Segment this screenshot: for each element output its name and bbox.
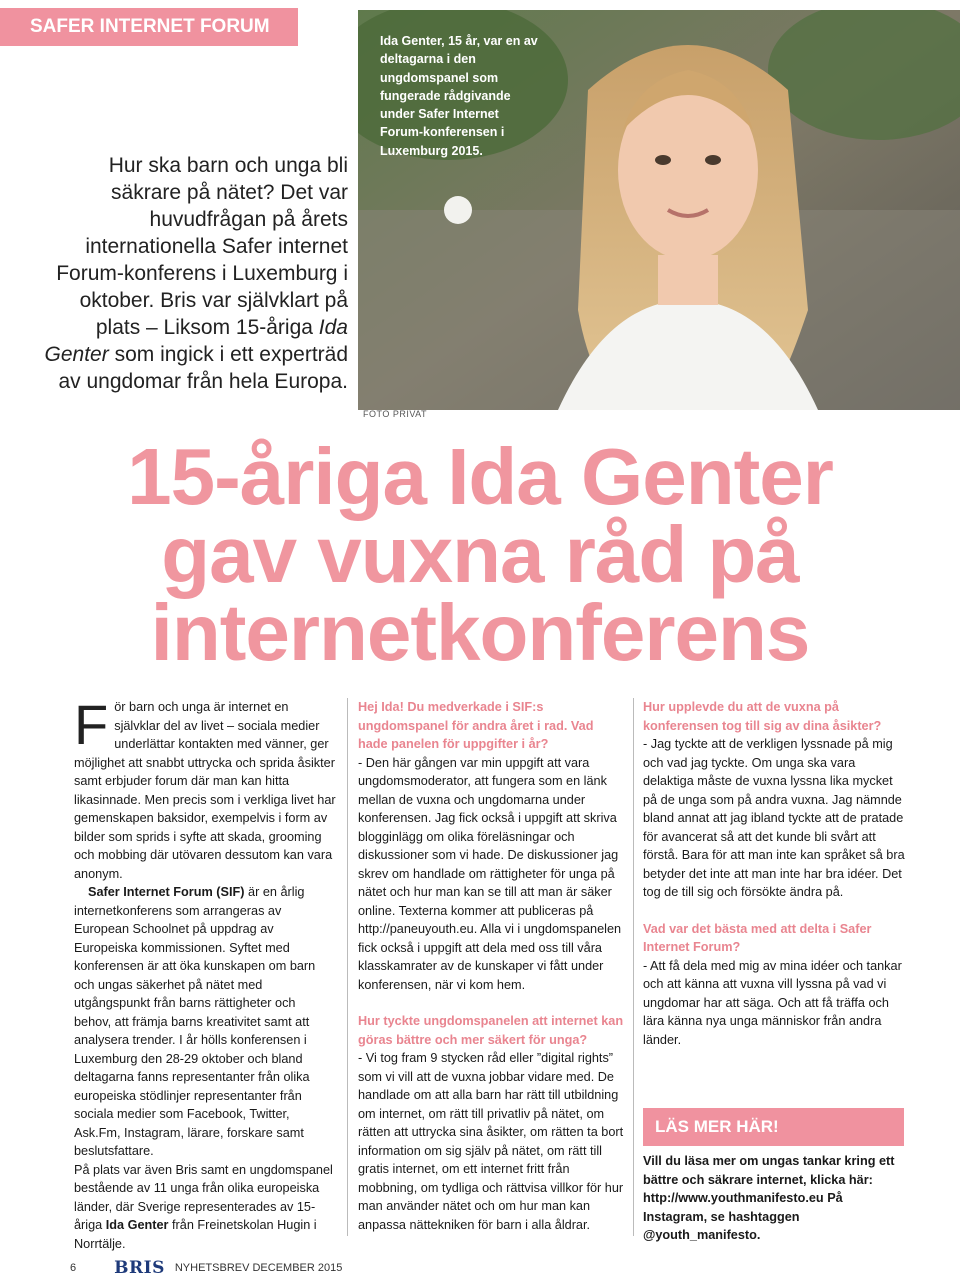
sif-bold: Safer Internet Forum (SIF) (88, 885, 245, 899)
read-more-banner: LÄS MER HÄR! (643, 1108, 904, 1146)
page-footer (70, 1258, 342, 1278)
question-1: Hej Ida! Du medverkade i SIF:s ungdomspanel för andra året i rad. Vad hade panelen för uppgifter i år? (358, 700, 594, 751)
intro-part2: som ingick i ett experträd av ungdomar från hela Europa. (58, 343, 348, 393)
question-4: Vad var det bästa med att delta i Safer Internet Forum? (643, 921, 872, 954)
paragraph-sif (74, 883, 336, 1161)
drop-cap: F (74, 693, 109, 756)
photo-credit: FOTO PRIVAT (363, 409, 428, 419)
question-2: Hur tyckte ungdomspanelen att internet kan göras bättre och mer säkert för unga? (358, 1014, 624, 1047)
column-divider-2 (633, 698, 634, 1236)
paragraph-sif-text: är en årlig internetkonferens som arrangeras av European Schoolnet på uppdrag av Europeiska kommissionen. Syftet med konferensen är att öka kunskapen om barn och ungas säkerhet på nätet med utgångspunkt från barns rättigheter och behov, att främja barns kreativitet samt att analysera trender. I år hölls konferensen i Luxemburg den 28-29 oktober och bland deltagarna fanns representanter från olika europeiska stödlinjer representanter från sociala medier som Facebook, Twitter, Ask.Fm, Instagram, lärare, forskare samt beslutsfattare. (74, 885, 316, 1158)
headline-line-3: internetkonferens (150, 588, 810, 677)
body-column-3 (643, 698, 907, 1049)
paragraph-panel (74, 1161, 336, 1254)
photo-caption: Ida Genter, 15 år, var en av deltagarna i den ungdomspanel som fungerade rådgivande under Safer Internet Forum-konferensen i Luxemburg 2015. (380, 34, 538, 158)
body-column-1 (74, 693, 336, 1253)
section-tag: SAFER INTERNET FORUM 2015 (0, 8, 298, 46)
intro-name: Ida Genter (44, 316, 348, 366)
headline-line-2: gav vuxna råd på (161, 510, 799, 599)
headline (0, 432, 960, 677)
issue-label: NYHETSBREV DECEMBER 2015 (174, 1262, 343, 1274)
intro-text (40, 152, 348, 395)
body-column-2 (358, 698, 624, 1234)
answer-4: - Att få dela med mig av mina idéer och tankar och att känna att vuxna vill lyssna på vad vi ungdomar har att säga. Och att få träffa och lära känna nya unga människor från andra länder. (643, 958, 902, 1047)
column-divider-1 (347, 698, 348, 1236)
intro-part1: Hur ska barn och unga bli säkrare på nätet? Det var huvudfrågan på årets internationella Safer internet Forum-konferens i Luxemburg i oktober. Bris var självklart på plats – Liksom 15-åriga (56, 154, 348, 339)
headline-line-1: 15-åriga Ida Genter (127, 432, 833, 521)
question-3: Hur upplevde du att de vuxna på konferensen tog till sig av dina åsikter? (643, 700, 882, 733)
read-more-text[interactable]: Vill du läsa mer om ungas tankar kring ett bättre och säkrare internet, klicka här: http://www.youthmanifesto.eu På Instagram, se hashtaggen @youth_manifesto. (643, 1154, 895, 1242)
paragraph-panel-end: från Freinetskolan Hugin i Norrtälje. (74, 1218, 317, 1251)
page-number: 6 (70, 1262, 77, 1274)
paragraph-intro (74, 693, 336, 883)
answer-1: - Den här gången var min uppgift att vara ungdomsmoderator, att fungera som en länk mellan de vuxna och ungdomarna under konferensen. Jag fick också i uppgift att skriva blogginlägg om olika föreläsningar och diskussioner som vi hade. De diskussioner jag skrev om handlade om rättigheter för unga på nätet och hur man kan se till att man är säker online. Texterna kommer att publiceras på http://paneuyouth.eu. Alla vi i ungdomspanelen fick också i uppgift att dela med oss till våra klasskamrater av de kunskaper vi fått under konferensen, när vi kom hem. (358, 755, 622, 992)
answer-2: - Vi tog fram 9 stycken råd eller ”digital rights” som vi vill att de vuxna jobbar vidare med. De handlade om att alla barn har rätt till utbildning om internet, om rätt till privatliv på nätet, om rätten att uttrycka sina åsikter, om rätten ta bort information om sig själv på nätet, om rätt till gratis internet, om ett internet fritt från mobbning, om tydliga och rättvisa villkor för hur man använder nätet och om hur man kan anpassa nättekniken för barn i alla åldrar. (358, 1051, 624, 1232)
bris-logo: BRIS (114, 1258, 165, 1278)
answer-3: - Jag tyckte att de verkligen lyssnade på mig och vad jag tyckte. Om unga ska vara delaktiga måste de vuxna lyssna lika mycket på de unga som på andra vuxna. Jag nämnde bland annat att jag ibland tyckte att de pratade för avancerat så att det kunde bli svårt att förstå. Bara för att man inte kan språket så bra betyder det inte att man inte har bra idéer. Det tog de till sig och försökte ändra på. (643, 737, 905, 899)
paragraph-panel-start: På plats var även Bris samt en ungdomspanel bestående av 11 unga från olika europeiska länder, där Sverige representerades av 15-åriga (74, 1162, 333, 1232)
paragraph-intro-text: ör barn och unga är internet en självklar del av livet – sociala medier underlättar kontakten med vänner, ger möjlighet att snabbt uttrycka och sprida åsikter samt erbjuder forum där man kan hitta likasinnade. Men precis som i verkliga livet har gemenskapen baksidor, exempelvis i form av bilder som sprids i syfte att skada, grooming och mobbing där utövaren dessutom kan vara anonym. (74, 700, 336, 881)
panel-name-bold: Ida Genter (105, 1218, 169, 1232)
